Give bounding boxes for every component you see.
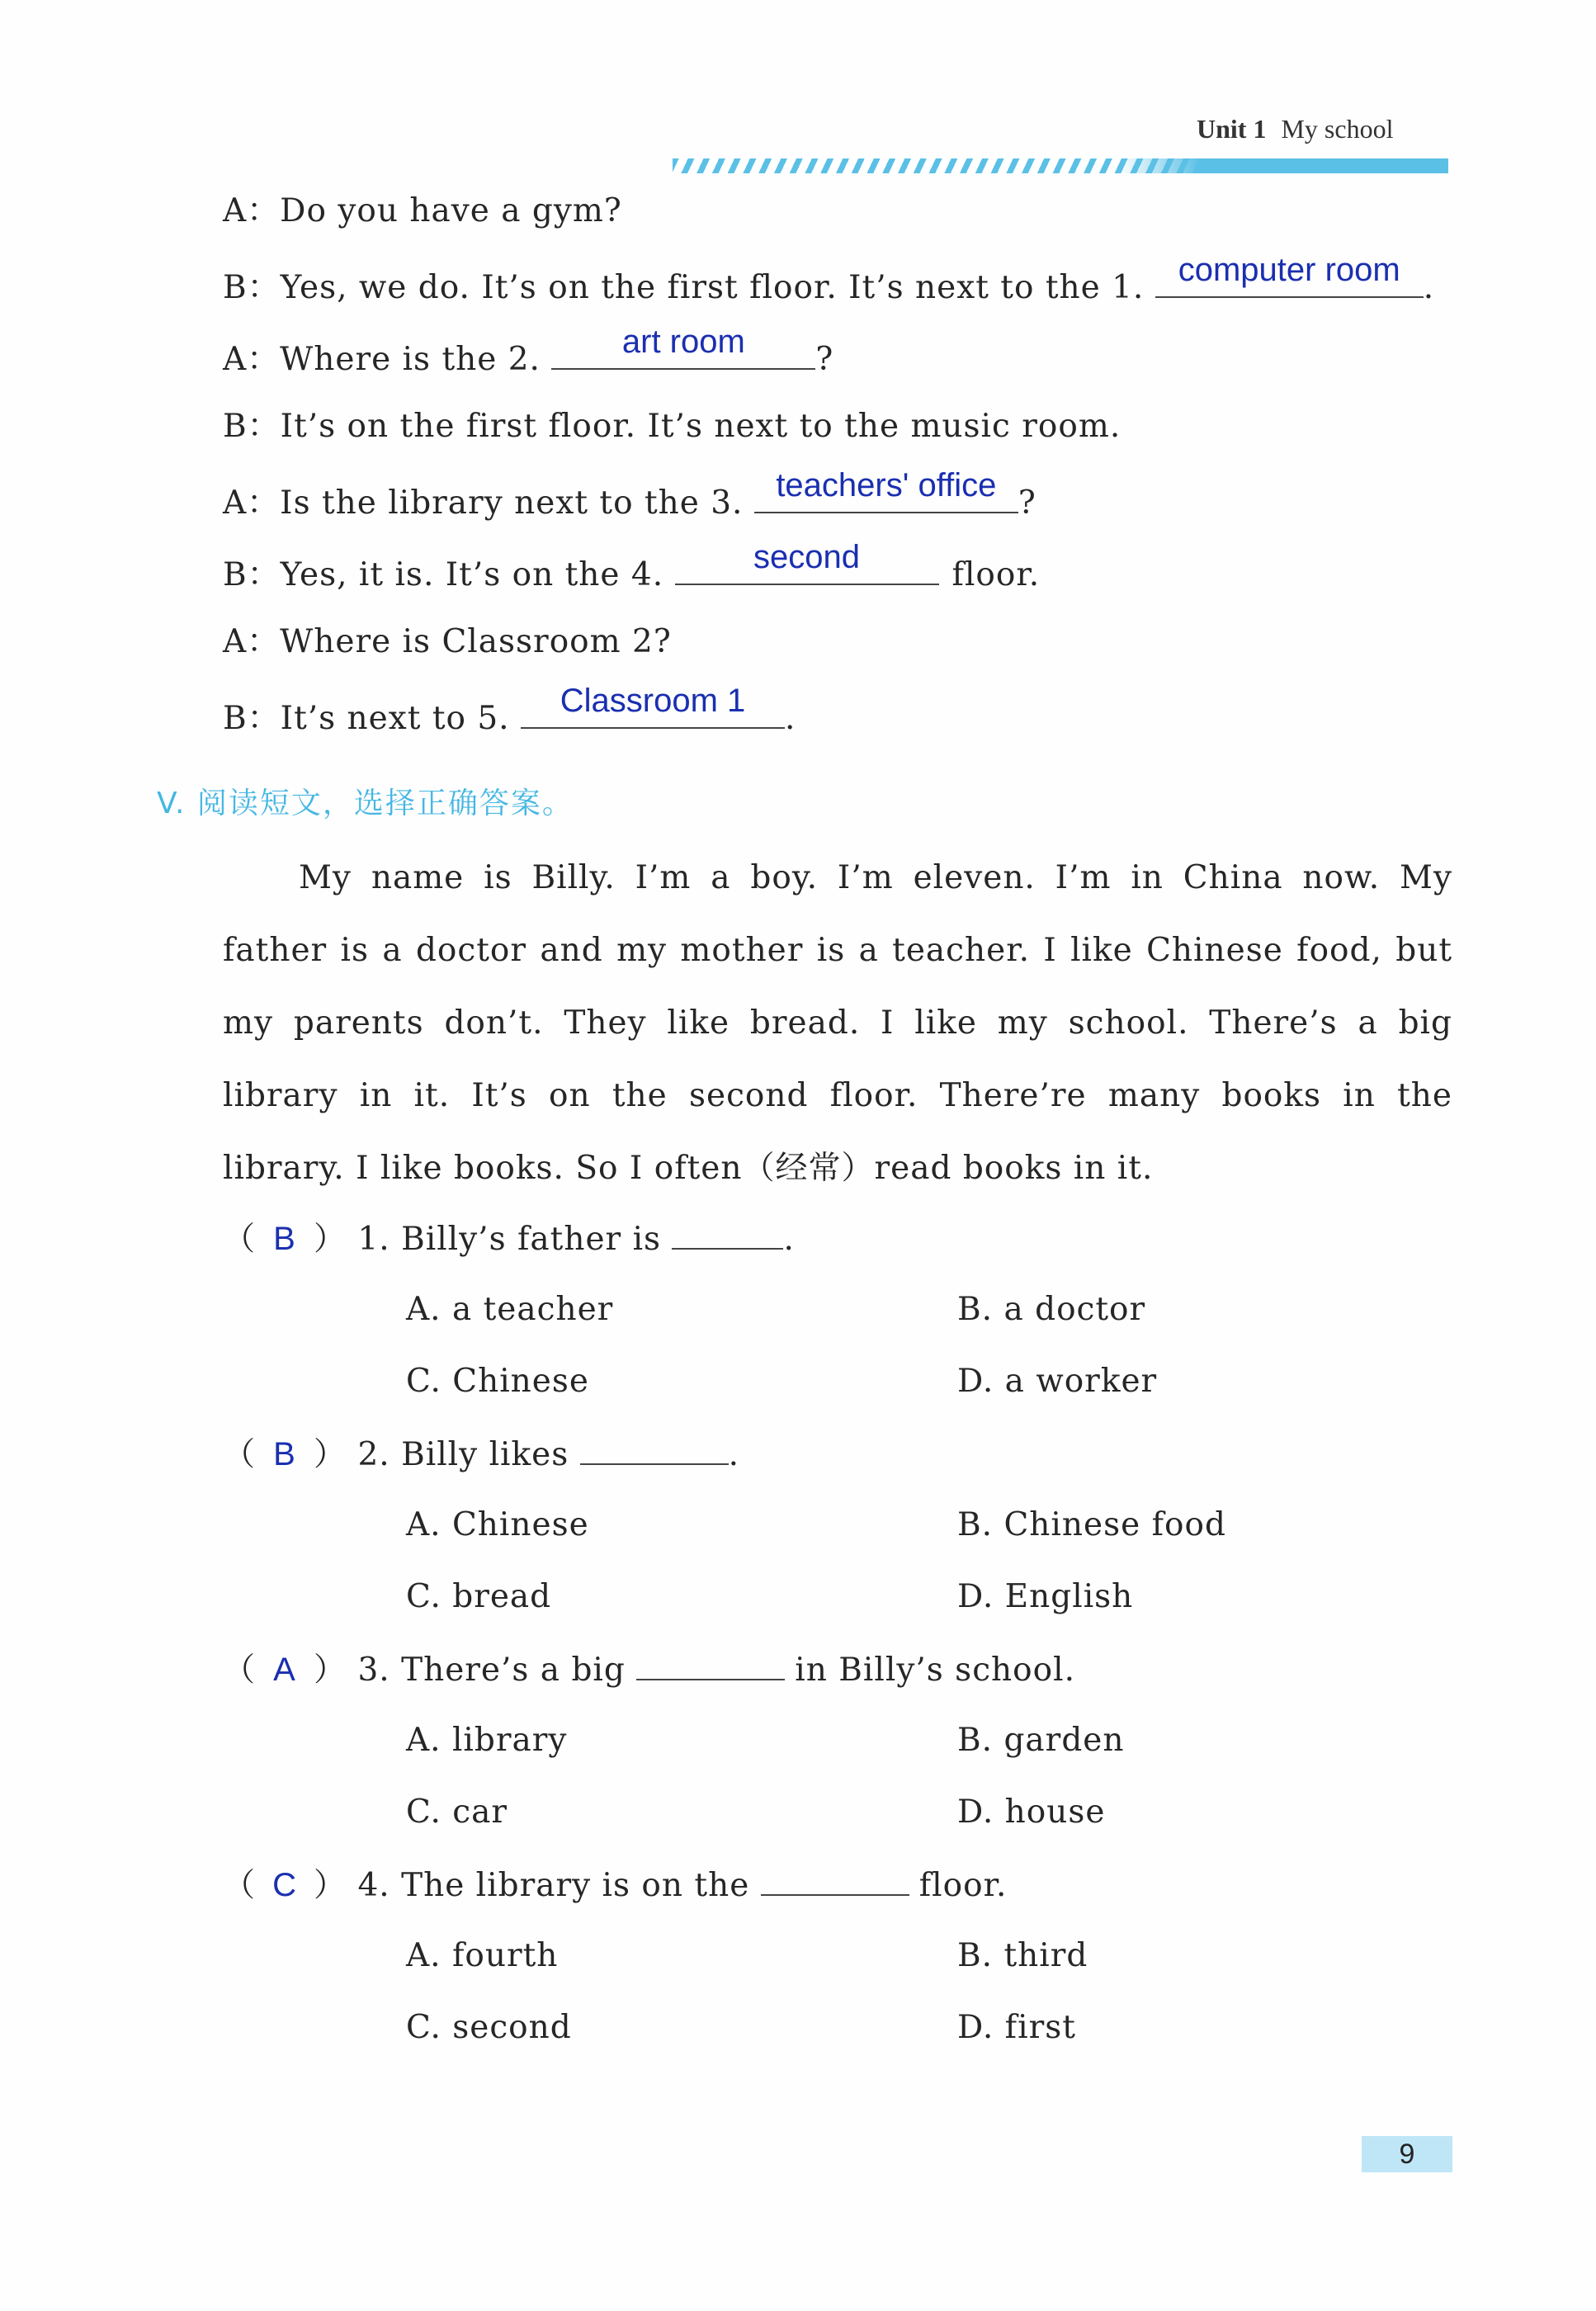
question-1: （ B ） 1. Billy’s father is . (223, 1218, 795, 1259)
answer-blank-3[interactable] (754, 467, 1018, 513)
answer-letter: C (272, 1867, 297, 1903)
dialogue-text: Do you have a gym? (280, 192, 622, 229)
speaker: A： (223, 192, 281, 229)
option-b[interactable]: B. garden (957, 1722, 1125, 1759)
speaker: A： (223, 484, 281, 522)
dialogue-line-3: A：Where is the 2. art room ? (223, 324, 834, 378)
dialogue-text: Yes, it is. It’s on the 4. (280, 556, 664, 593)
answer-letter: A (273, 1652, 296, 1688)
dialogue-text: Is the library next to the 3. (280, 484, 744, 522)
handwritten-answer: computer room (1178, 252, 1400, 288)
dialogue-text: It’s on the first floor. It’s next to the music room. (280, 408, 1121, 445)
speaker: A： (223, 341, 281, 378)
answer-blank-4[interactable] (675, 539, 939, 585)
dialogue-text: It’s next to 5. (280, 700, 510, 737)
option-b[interactable]: B. third (957, 1937, 1088, 1974)
unit-title: My school (1281, 114, 1394, 144)
question-blank (672, 1218, 783, 1250)
option-a[interactable]: A. fourth (406, 1937, 559, 1974)
question-2: （ B ） 2. Billy likes . (223, 1434, 739, 1475)
dialogue-line-6: B：Yes, it is. It’s on the 4. second floor. (223, 539, 1041, 593)
option-a[interactable]: A. a teacher (406, 1291, 614, 1328)
option-c[interactable]: C. second (406, 2009, 572, 2046)
question-stem: The library is on the (401, 1867, 750, 1904)
dialogue-line-1 (223, 191, 622, 231)
option-a[interactable]: A. library (406, 1722, 568, 1759)
option-b[interactable]: B. Chinese food (957, 1506, 1226, 1543)
answer-letter: B (273, 1221, 296, 1257)
question-3: （ A ） 3. There’s a big in Billy’s school. (223, 1649, 1075, 1690)
handwritten-answer: teachers' office (776, 467, 997, 503)
question-blank (636, 1649, 785, 1680)
dialogue-text: Where is Classroom 2? (280, 623, 672, 660)
question-4: （ C ） 4. The library is on the floor. (223, 1864, 1007, 1906)
handwritten-answer: Classroom 1 (560, 683, 746, 719)
speaker: A： (223, 623, 281, 660)
section-title: V. 阅读短文，选择正确答案。 (157, 787, 574, 820)
answer-letter: B (273, 1436, 296, 1472)
question-blank (761, 1864, 909, 1896)
option-d[interactable]: D. a worker (957, 1363, 1158, 1400)
answer-blank-2[interactable] (551, 324, 815, 370)
header-stripe (673, 158, 1448, 173)
option-c[interactable]: C. car (406, 1794, 508, 1831)
dialogue-text: Where is the 2. (280, 341, 541, 378)
reading-passage: My name is Billy. I’m a boy. I’m eleven. I’m in China now. My father is a doctor and my mother is a teacher. I like Chinese food, but my parents don’t. They like bread. I like my school. There’s a big library in it. It’s on the second floor. There’re many books in the library. I like books. So I often（经常）read books in it. (223, 859, 1452, 1187)
dialogue-line-5: A：Is the library next to the 3. teachers' office ? (223, 467, 1036, 522)
option-b[interactable]: B. a doctor (957, 1291, 1146, 1328)
speaker: B： (223, 269, 281, 306)
option-a[interactable]: A. Chinese (406, 1506, 589, 1543)
speaker: B： (223, 700, 281, 737)
dialogue-line-4 (223, 407, 1121, 447)
speaker: B： (223, 556, 281, 593)
handwritten-answer: second (753, 539, 860, 575)
page-header (1197, 114, 1393, 144)
question-stem: Billy’s father is (401, 1221, 662, 1258)
dialogue-line-7 (223, 622, 672, 662)
option-d[interactable]: D. first (957, 2009, 1076, 2046)
answer-blank-5[interactable] (521, 683, 785, 729)
answer-blank-1[interactable] (1155, 252, 1424, 298)
dialogue-line-8: B：It’s next to 5. Classroom 1 . (223, 683, 796, 737)
option-c[interactable]: C. Chinese (406, 1363, 589, 1400)
page-number: 9 (1362, 2136, 1452, 2172)
question-stem: There’s a big (401, 1652, 626, 1689)
option-d[interactable]: D. English (957, 1578, 1134, 1615)
option-c[interactable]: C. bread (406, 1578, 552, 1615)
dialogue-text: Yes, we do. It’s on the first floor. It’s next to the 1. (280, 269, 1145, 306)
dialogue-line-2: B：Yes, we do. It’s on the first floor. It’s next to the 1. computer room . (223, 252, 1435, 306)
option-d[interactable]: D. house (957, 1794, 1106, 1831)
question-blank (580, 1434, 729, 1465)
question-stem: Billy likes (401, 1436, 569, 1473)
handwritten-answer: art room (621, 324, 745, 360)
speaker: B： (223, 408, 281, 445)
unit-label: Unit 1 (1197, 114, 1267, 144)
